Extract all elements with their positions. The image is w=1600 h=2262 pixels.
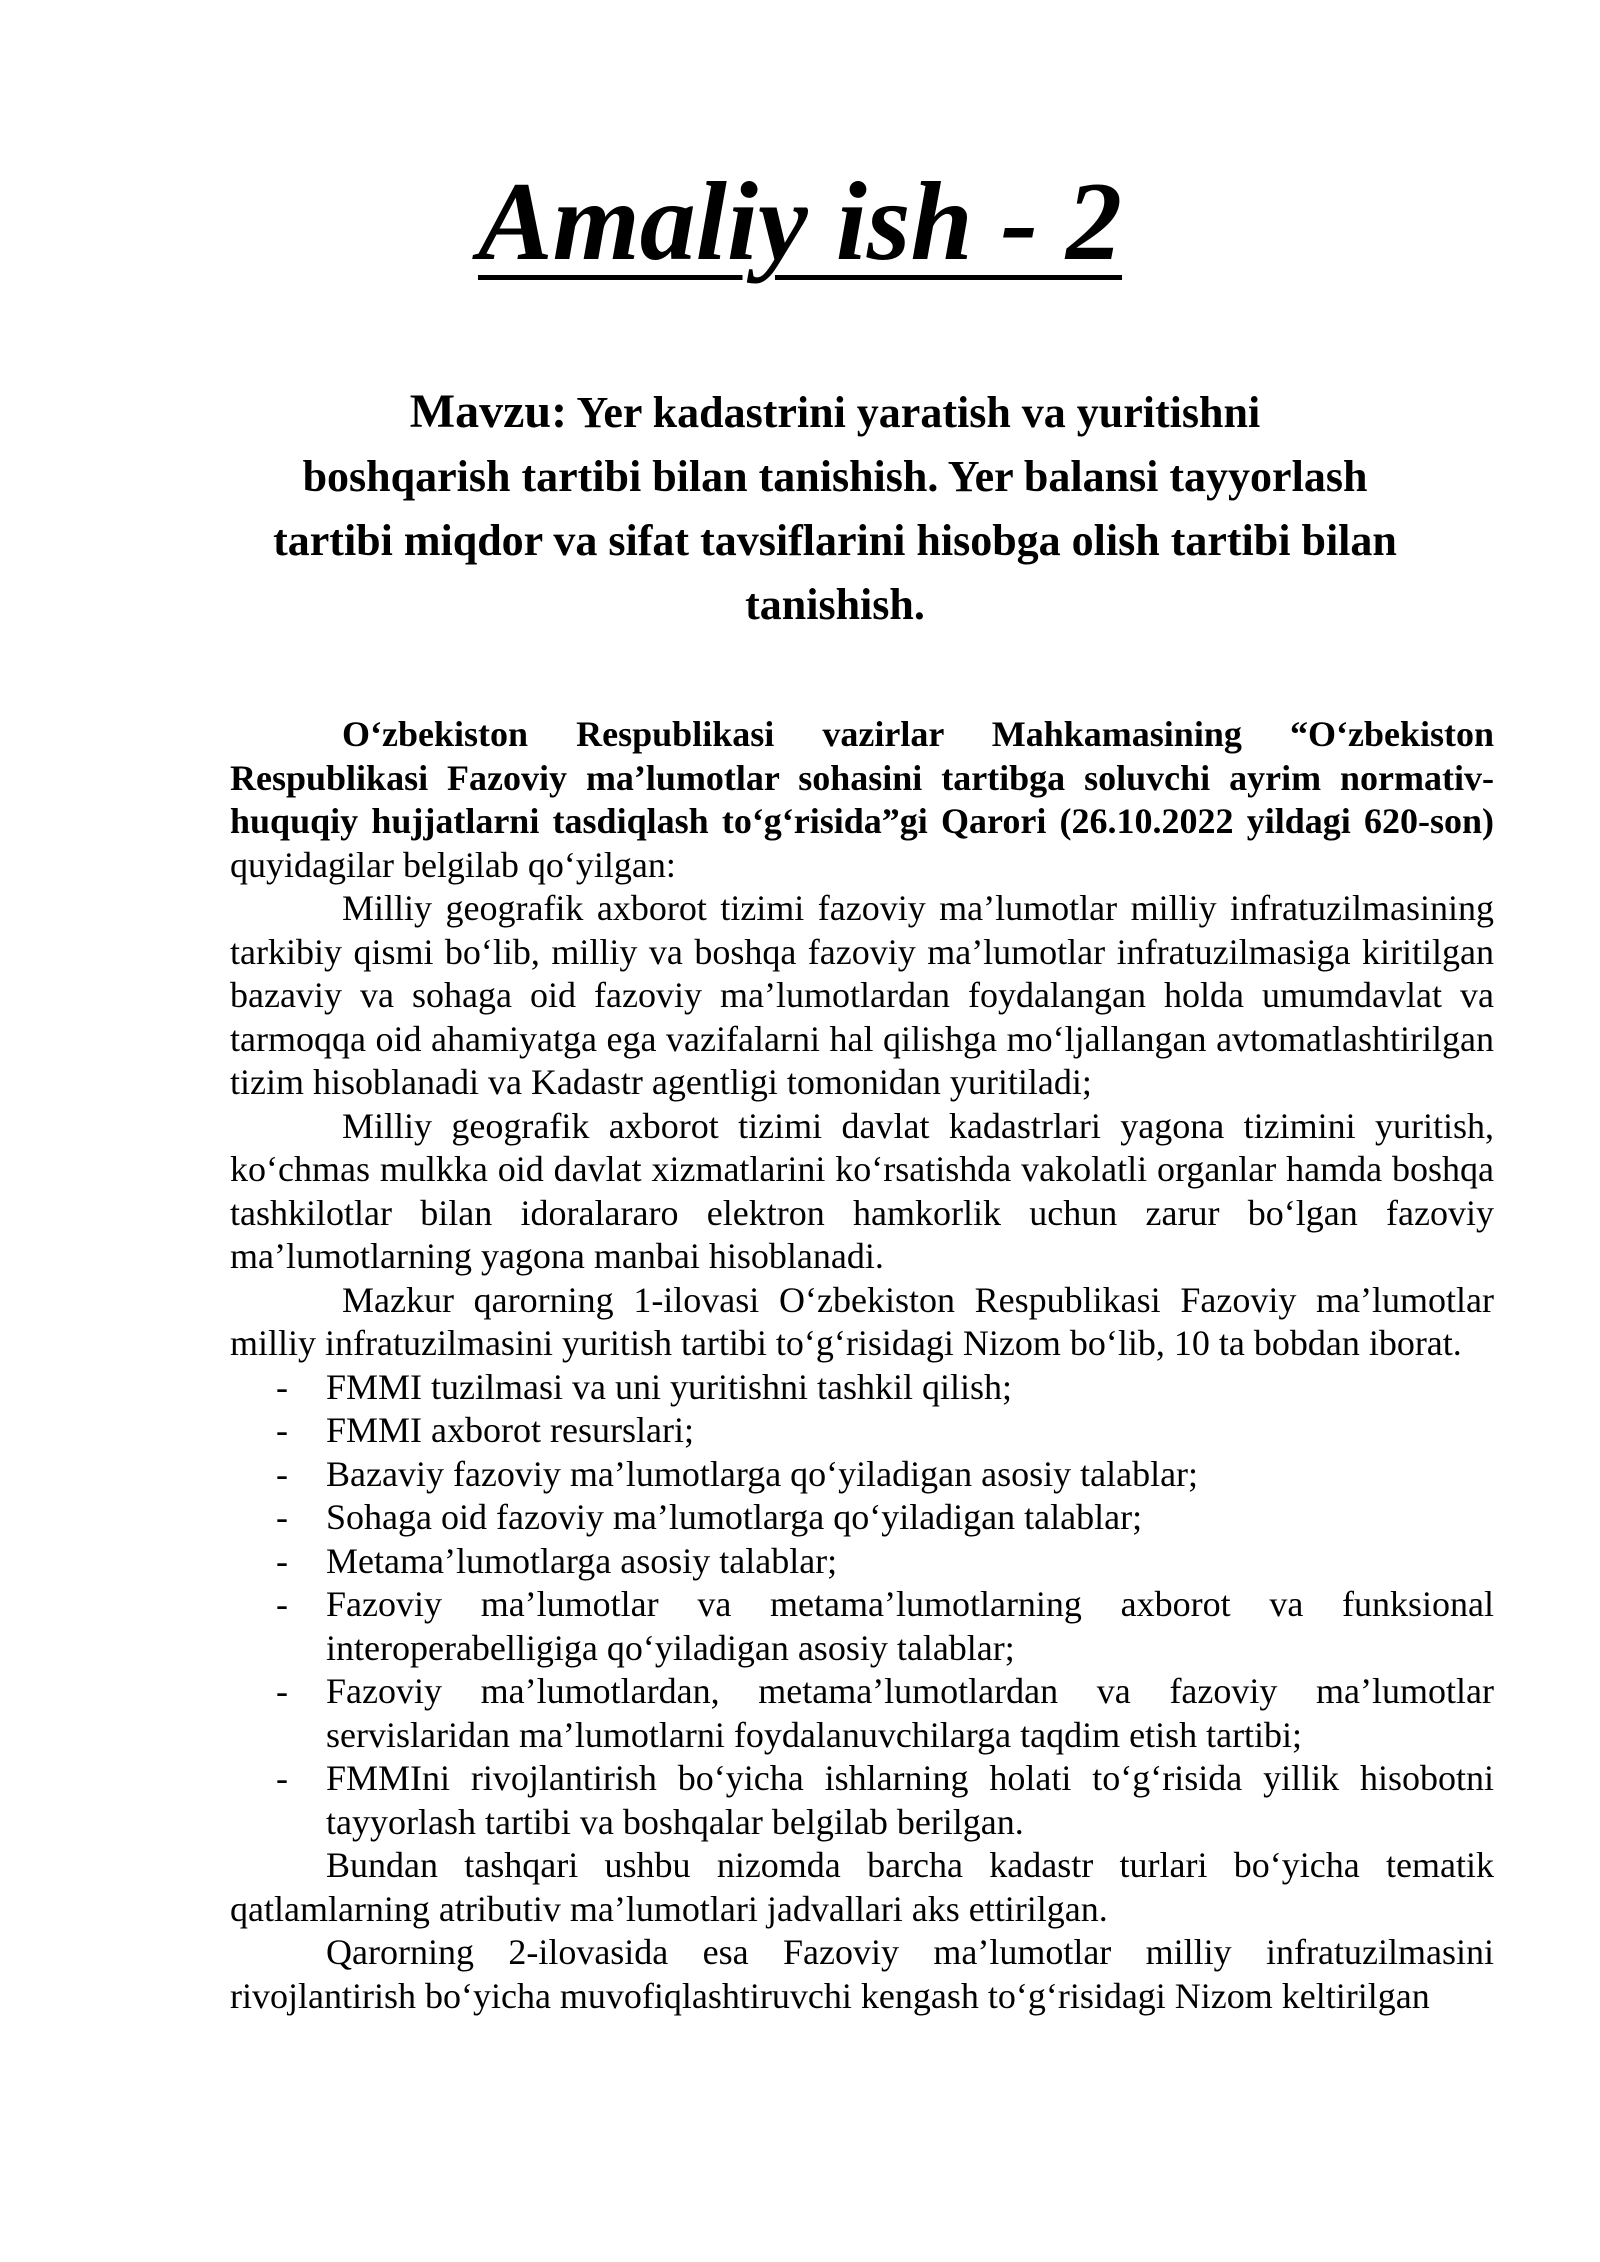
list-item-text: Sohaga oid fazoviy ma’lumotlarga qo‘yiladigan talablar; [326, 1497, 1143, 1537]
list-dash: - [276, 1410, 288, 1450]
topic-lead: Mavzu: [409, 385, 568, 438]
list-item [230, 1366, 1494, 1410]
intro-rest-text: quyidagilar belgilab qo‘yilgan: [230, 844, 676, 885]
list-item-text: Bazaviy fazoviy ma’lumotlarga qo‘yiladigan asosiy talablar; [326, 1453, 1199, 1494]
list-item [230, 1583, 1494, 1670]
list-item [230, 1757, 1494, 1844]
paragraph-2: Milliy geografik axborot tizimi fazoviy ma’lumotlar milliy infratuzilmasining tarkibiy qismi bo‘lib, milliy va boshqa fazoviy ma’lumotlar infratuzilmasiga kiritilgan bazaviy va sohaga oid fazoviy ma’lumotlardan foydalangan holda umumdavlat va tarmoqqa oid ahamiyatga ega vazifalarni hal qilishga mo‘ljallangan avtomatlashtirilgan tizim hisoblanadi va Kadastr agentligi tomonidan yuritiladi; [230, 888, 1494, 1102]
chapter-list [230, 1366, 1494, 1845]
title-text: Amaliy ish - 2 [477, 160, 1123, 284]
list-item [230, 1409, 1494, 1453]
topic-line-3: tartibi miqdor va sifat tavsiflarini hisobga olish tartibi bilan [273, 516, 1397, 565]
paragraph-4: Mazkur qarorning 1-ilovasi O‘zbekiston Respublikasi Fazoviy ma’lumotlar milliy infratuzilmasini yuritish tartibi to‘g‘risidagi Nizom bo‘lib, 10 ta bobdan iborat. [230, 1279, 1494, 1363]
paragraph-6: Qarorning 2-ilovasida esa Fazoviy ma’lumotlar milliy infratuzilmasini rivojlantirish bo‘yicha muvofiqlashtiruvchi kengash to‘g‘risidagi Nizom keltirilgan [230, 1932, 1494, 2016]
list-dash: - [276, 1497, 288, 1537]
list-item-text: FMMIni rivojlantirish bo‘yicha ishlarning holati to‘g‘risida yillik hisobotni tayyorlash tartibi va boshqalar belgilab berilgan. [326, 1758, 1494, 1842]
list-dash: - [276, 1584, 288, 1624]
list-dash: - [276, 1671, 288, 1711]
topic-line-4: tanishish. [745, 580, 925, 629]
list-item-text: FMMI tuzilmasi va uni yuritishni tashkil qilish; [326, 1366, 1013, 1407]
list-item-text: FMMI axborot resurslari; [326, 1410, 694, 1450]
list-item-text: Fazoviy ma’lumotlardan, metama’lumotlardan va fazoviy ma’lumotlar servislaridan ma’lumotlarni foydalanuvchilarga taqdim etish tartibi; [326, 1671, 1494, 1755]
list-dash: - [276, 1540, 288, 1581]
topic-heading [220, 380, 1450, 637]
topic-line-1 [220, 380, 1450, 445]
paragraph-intro [230, 713, 1494, 887]
paragraph-3: Milliy geografik axborot tizimi davlat kadastrlari yagona tizimini yuritish, ko‘chmas mulkka oid davlat xizmatlarini ko‘rsatishda vakolatli organlar hamda boshqa tashkilotlar bilan idoralararo elektron hamkorlik uchun zarur bo‘lgan fazoviy ma’lumotlarning yagona manbai hisoblanadi. [230, 1105, 1494, 1276]
list-dash: - [276, 1453, 288, 1494]
intro-bold-text: O‘zbekiston Respublikasi vazirlar Mahkamasining “O‘zbekiston Respublikasi Fazoviy ma’lumotlar sohasini tartibga soluvchi ayrim normativ-huquqiy hujjatlarni tasdiqlash to‘g‘risida”gi Qarori (26.10.2022 yildagi 620-son) [230, 714, 1494, 841]
paragraph-5: Bundan tashqari ushbu nizomda barcha kadastr turlari bo‘yicha tematik qatlamlarning atributiv ma’lumotlari jadvallari aks ettirilgan. [230, 1845, 1494, 1929]
document-body [230, 713, 1494, 2018]
list-item-text: Metama’lumotlarga asosiy talablar; [326, 1540, 838, 1581]
list-item [230, 1540, 1494, 1584]
page-title [0, 160, 1600, 284]
list-dash: - [276, 1366, 288, 1407]
list-item [230, 1453, 1494, 1497]
list-item [230, 1670, 1494, 1757]
list-item [230, 1496, 1494, 1540]
topic-line-1-text: Yer kadastrini yaratish va yuritishni [567, 388, 1261, 437]
list-dash: - [276, 1758, 288, 1798]
list-item-text: Fazoviy ma’lumotlar va metama’lumotlarning axborot va funksional interoperabelligiga qo‘yiladigan asosiy talablar; [326, 1584, 1494, 1668]
topic-line-2: boshqarish tartibi bilan tanishish. Yer balansi tayyorlash [302, 452, 1368, 501]
